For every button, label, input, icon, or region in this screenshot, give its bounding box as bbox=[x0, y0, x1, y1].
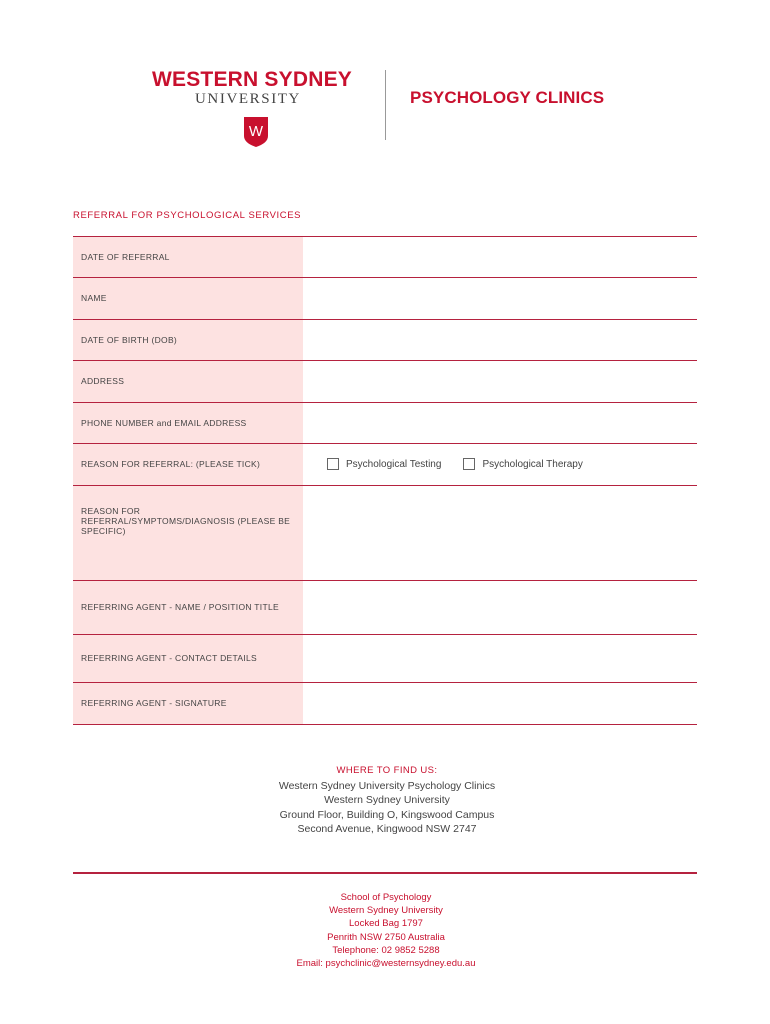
row-label: REASON FOR REFERRAL/SYMPTOMS/DIAGNOSIS (PLEASE BE SPECIFIC) bbox=[73, 486, 303, 580]
checkbox[interactable] bbox=[327, 458, 339, 470]
header-divider bbox=[385, 70, 386, 140]
option-psychological-testing[interactable] bbox=[327, 458, 441, 470]
footer-line: Western Sydney University bbox=[329, 905, 443, 917]
shield-letter: W bbox=[248, 123, 264, 140]
form-heading: REFERRAL FOR PSYCHOLOGICAL SERVICES bbox=[73, 210, 302, 221]
name-field[interactable] bbox=[303, 278, 697, 319]
university-logo-name: WESTERN SYDNEY bbox=[152, 68, 352, 91]
university-shield-icon bbox=[244, 117, 268, 147]
row-label: REFERRING AGENT - SIGNATURE bbox=[73, 683, 303, 724]
date-of-birth-field[interactable] bbox=[303, 320, 697, 361]
row-label: NAME bbox=[73, 278, 303, 319]
row-reason-tick bbox=[73, 444, 697, 486]
row-agent-name bbox=[73, 581, 697, 635]
location-info bbox=[0, 764, 770, 837]
footer-line: School of Psychology bbox=[340, 892, 432, 903]
row-label: ADDRESS bbox=[73, 361, 303, 402]
row-phone-email bbox=[73, 403, 697, 445]
footer-email[interactable]: Email: psychclinic@westernsydney.edu.au bbox=[296, 958, 476, 970]
location-line: Western Sydney University Psychology Clinics bbox=[278, 779, 496, 792]
agent-signature-field[interactable] bbox=[303, 683, 697, 724]
location-line: Second Avenue, Kingwood NSW 2747 bbox=[297, 823, 477, 835]
row-reason-details bbox=[73, 486, 697, 581]
agent-contact-field[interactable] bbox=[303, 635, 697, 682]
header bbox=[0, 0, 770, 160]
row-label: REASON FOR REFERRAL: (PLEASE TICK) bbox=[73, 444, 303, 485]
row-name bbox=[73, 278, 697, 320]
clinic-title: PSYCHOLOGY CLINICS bbox=[410, 88, 605, 107]
footer-line: Telephone: 02 9852 5288 bbox=[332, 944, 440, 956]
row-date-of-referral bbox=[73, 237, 697, 278]
footer-divider bbox=[73, 872, 697, 874]
university-logo-subtitle: UNIVERSITY bbox=[195, 91, 301, 107]
option-psychological-therapy[interactable] bbox=[463, 458, 582, 470]
row-date-of-birth bbox=[73, 320, 697, 362]
address-field[interactable] bbox=[303, 361, 697, 402]
phone-email-field[interactable] bbox=[303, 403, 697, 444]
agent-name-field[interactable] bbox=[303, 581, 697, 634]
checkbox[interactable] bbox=[463, 458, 475, 470]
option-label: Psychological Therapy bbox=[482, 458, 583, 470]
footer-line: Locked Bag 1797 bbox=[349, 918, 423, 930]
row-label: REFERRING AGENT - NAME / POSITION TITLE bbox=[73, 581, 303, 634]
row-label: DATE OF BIRTH (DOB) bbox=[73, 320, 303, 361]
option-label: Psychological Testing bbox=[346, 458, 442, 470]
row-label: DATE OF REFERRAL bbox=[73, 237, 303, 277]
row-agent-contact bbox=[73, 635, 697, 683]
row-label: PHONE NUMBER and EMAIL ADDRESS bbox=[73, 403, 303, 444]
reason-details-field[interactable] bbox=[303, 486, 697, 580]
location-heading: WHERE TO FIND US: bbox=[336, 765, 438, 776]
row-agent-signature bbox=[73, 683, 697, 725]
location-line: Western Sydney University bbox=[324, 794, 450, 806]
referral-form-table bbox=[73, 236, 697, 725]
row-label: REFERRING AGENT - CONTACT DETAILS bbox=[73, 635, 303, 682]
location-line: Ground Floor, Building O, Kingswood Campus bbox=[279, 808, 495, 821]
date-of-referral-field[interactable] bbox=[303, 237, 697, 277]
footer-line: Penrith NSW 2750 Australia bbox=[327, 931, 445, 943]
footer-contact bbox=[0, 891, 770, 970]
reason-options bbox=[303, 444, 697, 485]
row-address bbox=[73, 361, 697, 403]
